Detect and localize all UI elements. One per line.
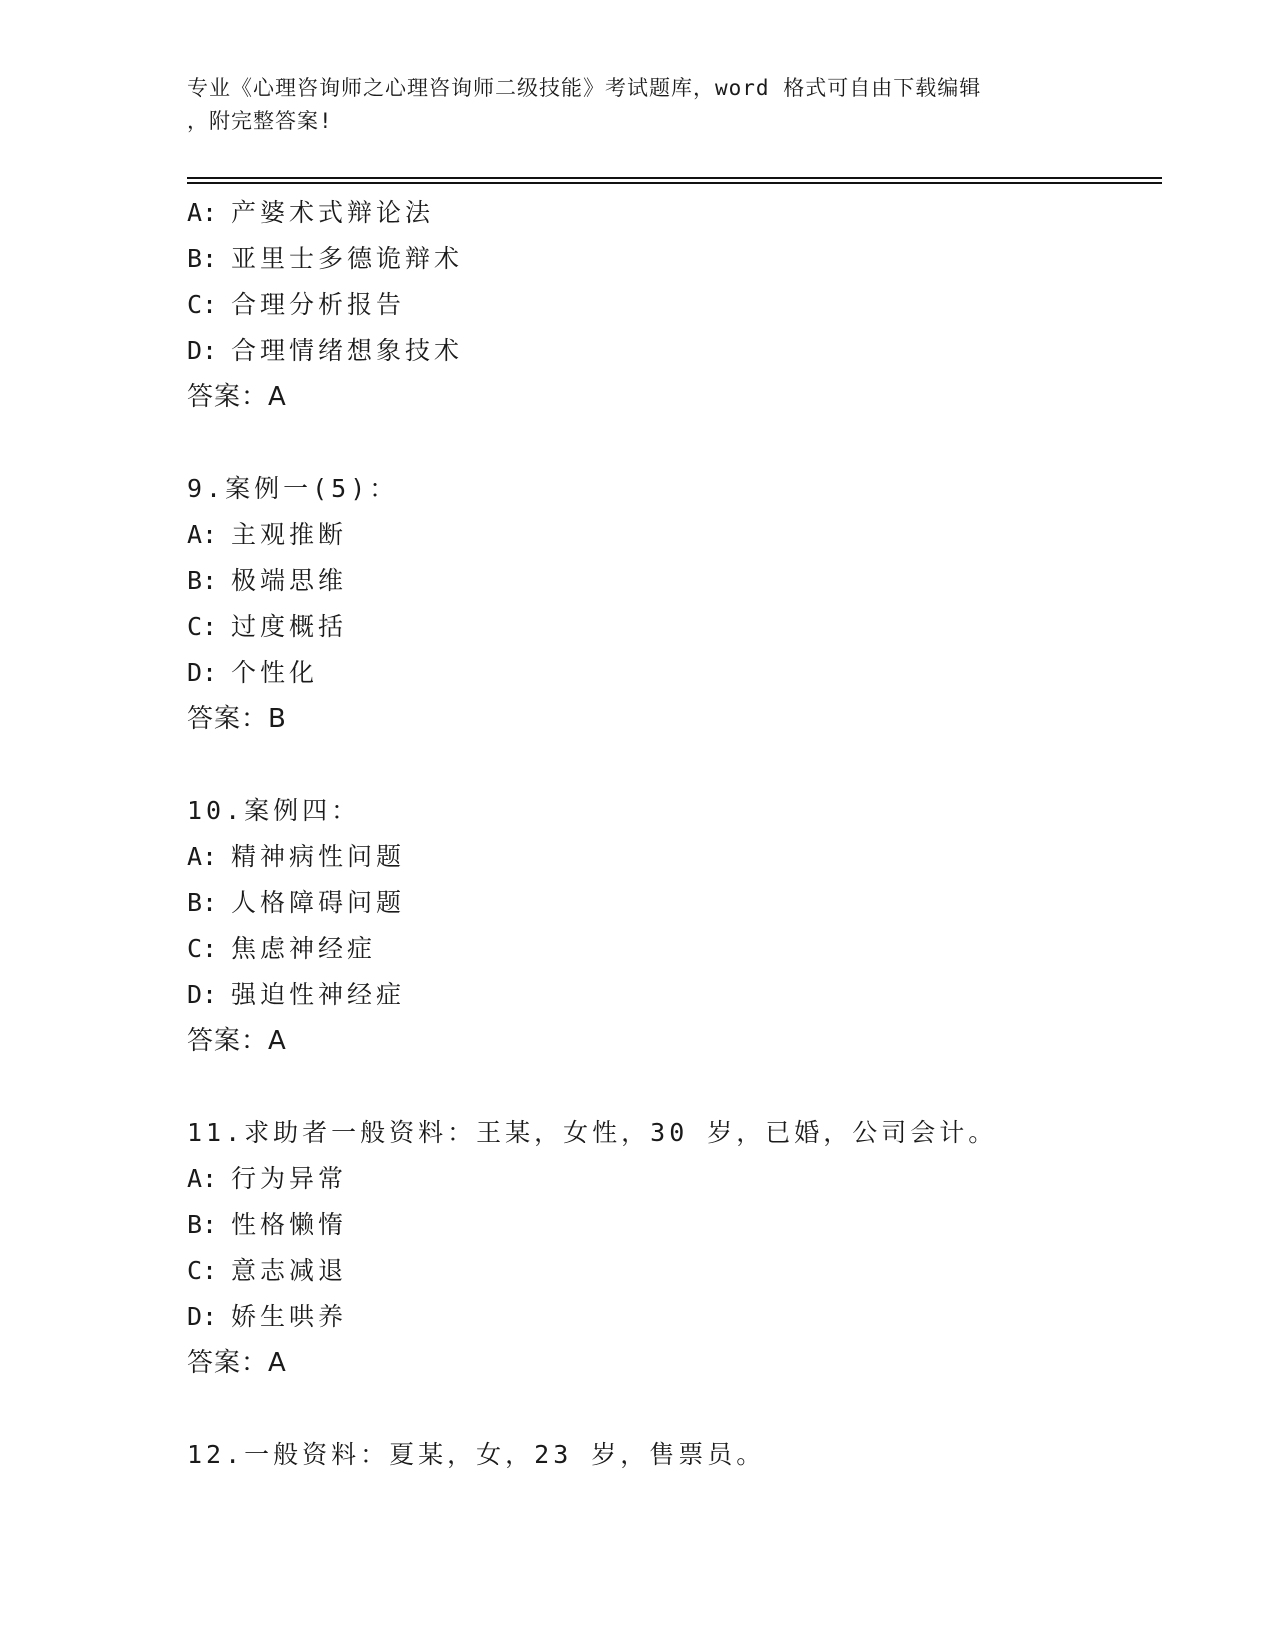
option-b: B: 人格障碍问题: [187, 888, 406, 917]
option-a: A: 精神病性问题: [187, 842, 406, 871]
question-title: 12.一般资料：夏某，女，23 岁，售票员。: [187, 1440, 766, 1469]
question-block-12: [187, 1432, 1147, 1478]
question-title: 11.求助者一般资料：王某，女性，30 岁，已婚，公司会计。: [187, 1118, 998, 1147]
answer-line: 答案：A: [187, 1348, 287, 1378]
question-title: 9.案例一(5)：: [187, 474, 399, 503]
option-a: A: 产婆术式辩论法: [187, 198, 435, 227]
document-header: [187, 72, 1067, 138]
option-c: C: 焦虑神经症: [187, 934, 377, 963]
header-divider-top: [187, 177, 1162, 179]
option-c: C: 意志减退: [187, 1256, 348, 1285]
question-list: [187, 190, 1147, 1478]
option-c: C: 过度概括: [187, 612, 348, 641]
header-line-1: 专业《心理咨询师之心理咨询师二级技能》考试题库，word 格式可自由下载编辑: [187, 76, 982, 100]
header-line-2: ，附完整答案!: [187, 109, 333, 133]
option-d: D: 个性化: [187, 658, 319, 687]
question-block-continued: [187, 190, 1147, 420]
header-divider-bottom: [187, 182, 1162, 184]
answer-line: 答案：A: [187, 1026, 287, 1056]
option-c: C: 合理分析报告: [187, 290, 406, 319]
option-b: B: 性格懒惰: [187, 1210, 348, 1239]
question-title: 10.案例四：: [187, 796, 361, 825]
option-d: D: 娇生哄养: [187, 1302, 348, 1331]
option-b: B: 亚里士多德诡辩术: [187, 244, 464, 273]
option-b: B: 极端思维: [187, 566, 348, 595]
answer-line: 答案：A: [187, 382, 287, 412]
option-a: A: 主观推断: [187, 520, 348, 549]
option-d: D: 合理情绪想象技术: [187, 336, 464, 365]
question-block-9: [187, 466, 1147, 742]
option-d: D: 强迫性神经症: [187, 980, 406, 1009]
question-block-10: [187, 788, 1147, 1064]
question-block-11: [187, 1110, 1147, 1386]
option-a: A: 行为异常: [187, 1164, 348, 1193]
answer-line: 答案：B: [187, 704, 287, 734]
